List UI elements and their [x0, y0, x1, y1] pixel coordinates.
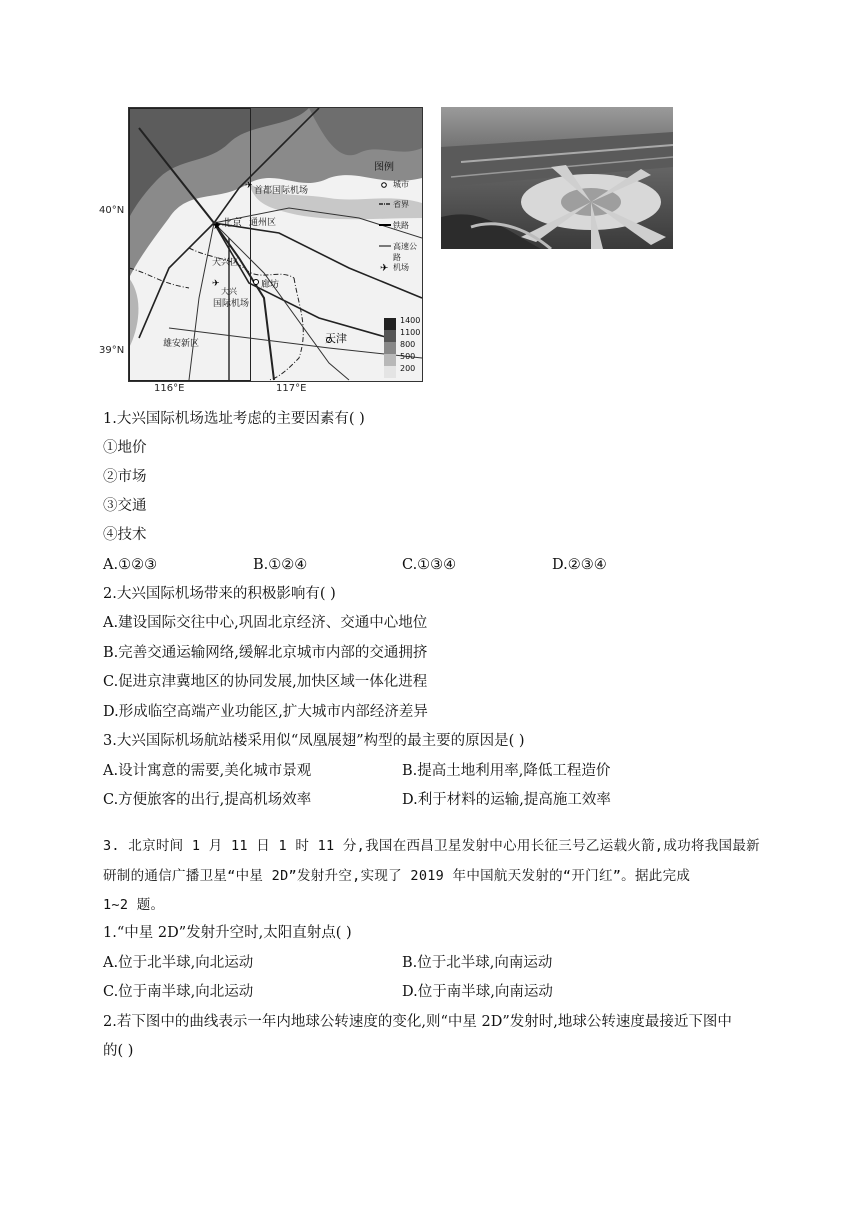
q3-option-d[interactable]: D.利于材料的运输,提高施工效率 [402, 792, 611, 808]
lon-label-117: 117°E [276, 383, 307, 394]
label-daxing-airport-1: 大兴 [221, 287, 237, 296]
q1-option-c[interactable]: C.①③④ [402, 557, 457, 573]
p2q1-option-c[interactable]: C.位于南半球,向北运动 [103, 984, 254, 1000]
legend-city: 城市 [393, 180, 409, 189]
label-daxing-airport-2: 国际机场 [213, 299, 250, 309]
q2-option-c[interactable]: C.促进京津冀地区的协同发展,加快区域一体化进程 [103, 674, 428, 690]
q2-question: 2.大兴国际机场带来的积极影响有( ) [103, 586, 336, 602]
lat-label-39: 39°N [99, 345, 125, 356]
legend-province: 省界 [393, 200, 409, 209]
legend-title: 图例 [374, 162, 394, 173]
lat-label-40: 40°N [99, 205, 125, 216]
p2q1-option-a[interactable]: A.位于北半球,向北运动 [103, 955, 254, 971]
lon-label-116: 116°E [154, 383, 185, 394]
q3-question: 3.大兴国际机场航站楼采用似“凤凰展翅”构型的最主要的原因是( ) [103, 733, 525, 749]
p2q2-line-1: 2.若下图中的曲线表示一年内地球公转速度的变化,则“中星 2D”发射时,地球公转速度最接近下图中 [103, 1014, 732, 1030]
scale-1100: 1100 [400, 328, 421, 337]
svg-text:✈: ✈ [245, 181, 253, 191]
passage2-line-3: 1~2 题。 [103, 897, 165, 913]
label-tianjin: 天津 [325, 332, 347, 345]
label-beijing: 北京 [222, 218, 242, 229]
q1-question: 1.大兴国际机场选址考虑的主要因素有( ) [103, 411, 365, 427]
label-xiongan: 雄安新区 [163, 339, 200, 349]
legend-highway: 高速公路 [393, 242, 417, 262]
label-langfang: 廊坊 [261, 280, 280, 290]
q1-item-1: ①地价 [103, 440, 147, 456]
q1-option-a[interactable]: A.①②③ [103, 557, 158, 573]
q2-option-b[interactable]: B.完善交通运输网络,缓解北京城市内部的交通拥挤 [103, 645, 428, 661]
p2q1-question: 1.“中星 2D”发射升空时,太阳直射点( ) [103, 925, 352, 941]
svg-text:✈: ✈ [380, 263, 389, 274]
svg-text:✈: ✈ [212, 279, 220, 289]
legend-railway: 铁路 [393, 221, 409, 230]
scale-500: 500 [400, 352, 416, 361]
passage2-line-2: 研制的通信广播卫星“中星 2D”发射升空,实现了 2019 年中国航天发射的“开门红”。据此完成 [103, 868, 691, 884]
regional-map [128, 107, 423, 382]
q2-option-a[interactable]: A.建设国际交往中心,巩固北京经济、交通中心地位 [103, 615, 428, 631]
q1-option-b[interactable]: B.①②④ [253, 557, 308, 573]
q2-option-d[interactable]: D.形成临空高端产业功能区,扩大城市内部经济差异 [103, 704, 428, 720]
q1-item-2: ②市场 [103, 469, 147, 485]
legend-airport: 机场 [393, 263, 409, 272]
label-capital-airport: 首都国际机场 [254, 186, 309, 196]
q3-option-b[interactable]: B.提高土地利用率,降低工程造价 [402, 763, 611, 779]
q1-item-4: ④技术 [103, 527, 147, 543]
scale-800: 800 [400, 340, 416, 349]
scale-200: 200 [400, 364, 416, 373]
q1-item-3: ③交通 [103, 498, 147, 514]
airport-photo-graphic [441, 107, 673, 249]
q3-option-c[interactable]: C.方便旅客的出行,提高机场效率 [103, 792, 312, 808]
airport-aerial-photo [441, 107, 673, 249]
q3-option-a[interactable]: A.设计寓意的需要,美化城市景观 [103, 763, 312, 779]
svg-text:★: ★ [212, 219, 222, 232]
p2q1-option-b[interactable]: B.位于北半球,向南运动 [402, 955, 553, 971]
p2q1-option-d[interactable]: D.位于南半球,向南运动 [402, 984, 553, 1000]
scale-1400: 1400 [400, 316, 421, 325]
q1-option-d[interactable]: D.②③④ [552, 557, 607, 573]
label-daxing-district: 大兴区 [212, 258, 240, 268]
passage2-line-1: 3. 北京时间 1 月 11 日 1 时 11 分,我国在西昌卫星发射中心用长征三号乙运载火箭,成功将我国最新 [103, 838, 760, 854]
label-tongzhou: 通州区 [249, 218, 277, 228]
p2q2-line-2: 的( ) [103, 1043, 134, 1059]
